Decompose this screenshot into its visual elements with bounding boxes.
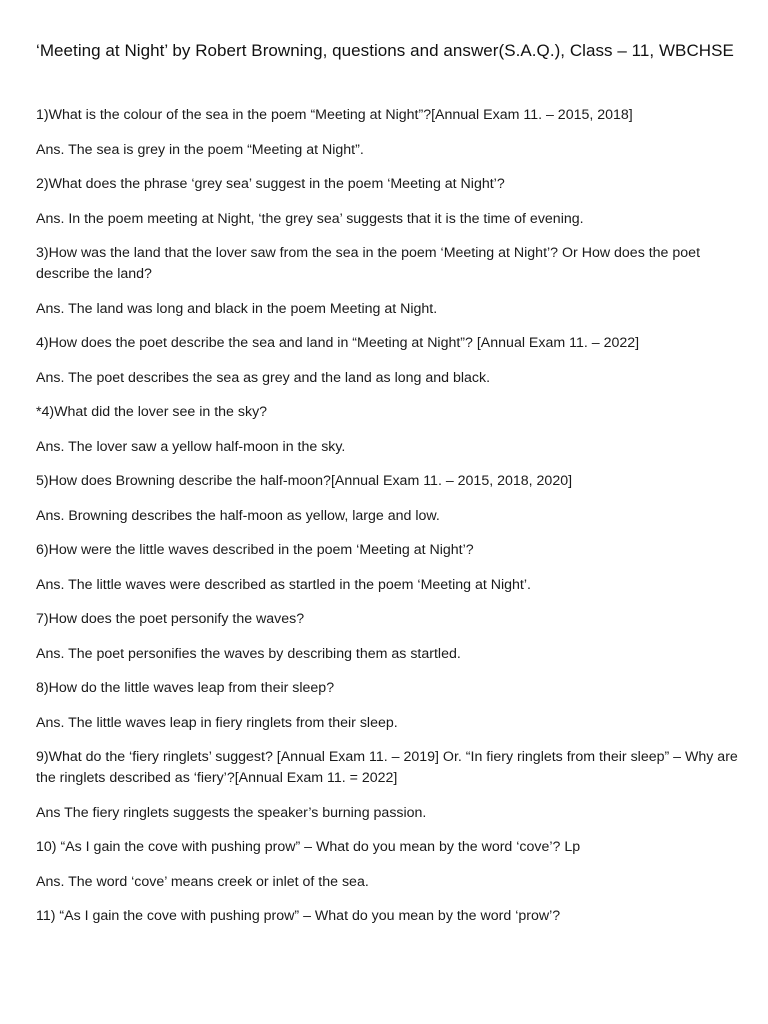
question-7: 7)How does the poet personify the waves? <box>36 611 305 627</box>
answer-4-starred: Ans. The lover saw a yellow half-moon in the sky. <box>36 438 346 455</box>
question-10: 10) “As I gain the cove with pushing prow” – What do you mean by the word ‘cove’? Lp <box>36 839 581 855</box>
answer-3: Ans. The land was long and black in the poem Meeting at Night. <box>36 300 438 317</box>
answer-9: Ans The fiery ringlets suggests the speaker’s burning passion. <box>36 804 427 821</box>
question-8: 8)How do the little waves leap from their sleep? <box>36 680 335 696</box>
question-4-starred: *4)What did the lover see in the sky? <box>36 404 268 420</box>
answer-4: Ans. The poet describes the sea as grey and the land as long and black. <box>36 369 491 386</box>
question-4: 4)How does the poet describe the sea and land in “Meeting at Night”? [Annual Exam 11. – 2022] <box>36 335 640 351</box>
answer-1: Ans. The sea is grey in the poem “Meeting at Night”. <box>36 141 364 158</box>
answer-8: Ans. The little waves leap in fiery ringlets from their sleep. <box>36 714 398 731</box>
qa-list <box>36 105 738 927</box>
answer-10: Ans. The word ‘cove’ means creek or inlet of the sea. <box>36 873 369 890</box>
answer-2: Ans. In the poem meeting at Night, ‘the grey sea’ suggests that it is the time of evening. <box>36 210 584 227</box>
answer-7: Ans. The poet personifies the waves by describing them as startled. <box>36 645 461 662</box>
question-2: 2)What does the phrase ‘grey sea’ suggest in the poem ‘Meeting at Night’? <box>36 176 505 192</box>
question-9: 9)What do the ‘fiery ringlets’ suggest? [Annual Exam 11. – 2019] Or. “In fiery ringlets from their sleep” – Why are the ringlets described as ‘fiery’?[Annual Exam 11. = 2022] <box>36 749 738 786</box>
question-5: 5)How does Browning describe the half-moon?[Annual Exam 11. – 2015, 2018, 2020] <box>36 473 573 489</box>
question-3: 3)How was the land that the lover saw from the sea in the poem ‘Meeting at Night’? Or How does the poet describe the land? <box>36 245 701 282</box>
question-11: 11) “As I gain the cove with pushing prow” – What do you mean by the word ‘prow’? <box>36 908 561 924</box>
question-1: 1)What is the colour of the sea in the poem “Meeting at Night”?[Annual Exam 11. – 2015, 2018] <box>36 107 633 123</box>
document-title: ‘Meeting at Night’ by Robert Browning, questions and answer(S.A.Q.), Class – 11, WBCHSE <box>36 41 734 60</box>
answer-5: Ans. Browning describes the half-moon as yellow, large and low. <box>36 507 440 524</box>
answer-6: Ans. The little waves were described as startled in the poem ‘Meeting at Night’. <box>36 576 531 593</box>
question-6: 6)How were the little waves described in the poem ‘Meeting at Night’? <box>36 542 474 558</box>
